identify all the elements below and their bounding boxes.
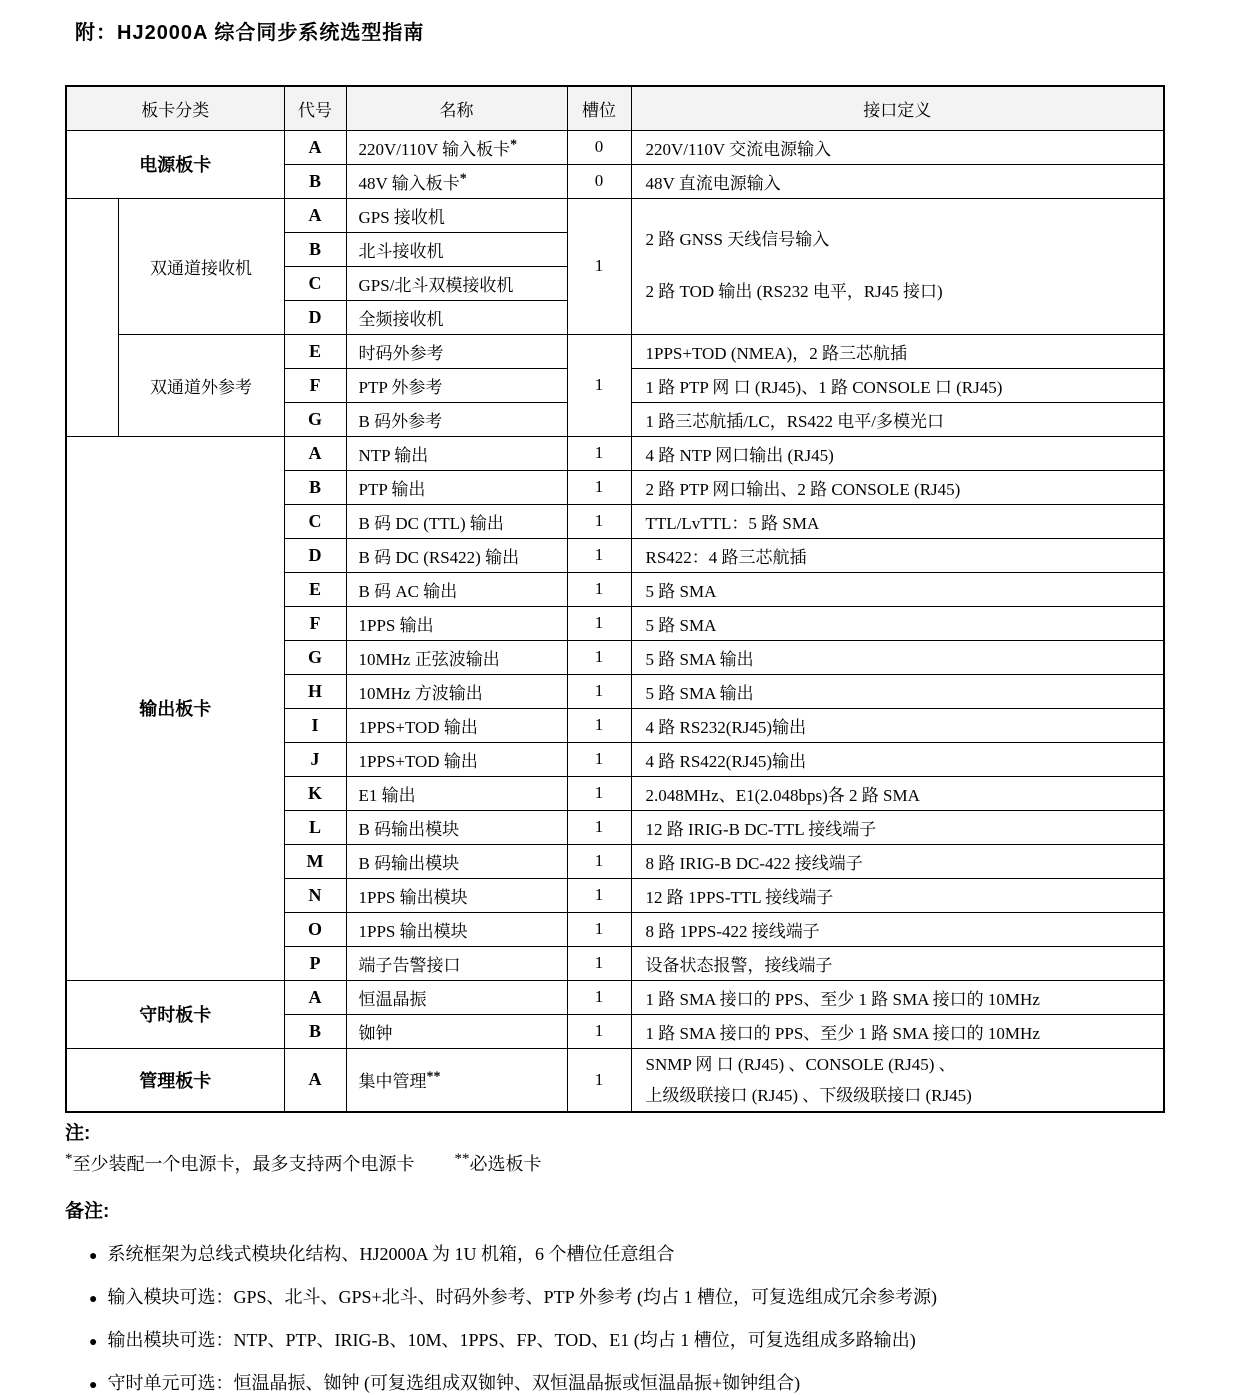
remark-label: 备注: — [65, 1201, 110, 1222]
slot-cell: 1 — [567, 436, 631, 470]
code-cell: K — [284, 776, 346, 810]
name-cell: B 码 DC (RS422) 输出 — [346, 538, 567, 572]
code-cell: E — [284, 334, 346, 368]
slot-cell: 1 — [567, 946, 631, 980]
code-cell: N — [284, 878, 346, 912]
slot-cell: 1 — [567, 572, 631, 606]
col-header-name: 名称 — [346, 86, 567, 130]
interface-cell: SNMP 网 口 (RJ45) 、CONSOLE (RJ45) 、 上级级联接口 (RJ45) 、下级级联接口 (RJ45) — [631, 1048, 1164, 1112]
bullet-icon: ● — [89, 1249, 98, 1264]
code-cell: B — [284, 164, 346, 198]
footnote-marker: * — [459, 170, 467, 186]
category-power: 电源板卡 — [66, 130, 284, 198]
interface-cell: 4 路 NTP 网口输出 (RJ45) — [631, 436, 1164, 470]
interface-cell: 2.048MHz、E1(2.048bps)各 2 路 SMA — [631, 776, 1164, 810]
remark-item — [65, 1369, 1185, 1395]
slot-cell: 0 — [567, 164, 631, 198]
table-row — [66, 980, 1164, 1014]
slot-cell: 1 — [567, 504, 631, 538]
slot-cell: 1 — [567, 674, 631, 708]
note-label: 注: — [65, 1123, 91, 1144]
name-cell: 全频接收机 — [346, 300, 567, 334]
name-cell: B 码外参考 — [346, 402, 567, 436]
code-cell: E — [284, 572, 346, 606]
code-cell: D — [284, 538, 346, 572]
code-cell: A — [284, 198, 346, 232]
slot-cell: 1 — [567, 1048, 631, 1112]
code-cell: O — [284, 912, 346, 946]
remark-item — [65, 1240, 1185, 1266]
category-management: 管理板卡 — [66, 1048, 284, 1112]
slot-cell: 1 — [567, 606, 631, 640]
category-timekeeping: 守时板卡 — [66, 980, 284, 1048]
name-cell: 北斗接收机 — [346, 232, 567, 266]
remark-text: 输入模块可选：GPS、北斗、GPS+北斗、时码外参考、PTP 外参考 (均占 1 槽位，可复选组成冗余参考源) — [107, 1287, 937, 1307]
code-cell: C — [284, 266, 346, 300]
code-cell: G — [284, 402, 346, 436]
name-cell: 1PPS+TOD 输出 — [346, 742, 567, 776]
name-cell: 铷钟 — [346, 1014, 567, 1048]
name-cell: 1PPS+TOD 输出 — [346, 708, 567, 742]
bullet-icon: ● — [89, 1335, 98, 1350]
code-cell: C — [284, 504, 346, 538]
slot-cell: 1 — [567, 334, 631, 436]
code-cell: B — [284, 1014, 346, 1048]
name-cell: 220V/110V 输入板卡* — [346, 130, 567, 164]
page-title: 附：HJ2000A 综合同步系统选型指南 — [75, 22, 425, 44]
col-header-category: 板卡分类 — [66, 86, 284, 130]
bullet-icon: ● — [89, 1378, 98, 1393]
code-cell: A — [284, 130, 346, 164]
header-row — [66, 86, 1164, 130]
code-cell: F — [284, 606, 346, 640]
footnote-marker-2: ** — [454, 1151, 470, 1167]
footnote-text-1: 至少装配一个电源卡，最多支持两个电源卡 — [72, 1154, 415, 1174]
name-cell: 48V 输入板卡* — [346, 164, 567, 198]
name-cell: 10MHz 正弦波输出 — [346, 640, 567, 674]
interface-cell: 220V/110V 交流电源输入 — [631, 130, 1164, 164]
code-cell: B — [284, 232, 346, 266]
notes-section — [65, 1118, 1185, 1395]
slot-cell: 1 — [567, 538, 631, 572]
slot-cell: 1 — [567, 776, 631, 810]
interface-cell: 1 路 PTP 网 口 (RJ45)、1 路 CONSOLE 口 (RJ45) — [631, 368, 1164, 402]
code-cell: A — [284, 1048, 346, 1112]
slot-cell: 1 — [567, 844, 631, 878]
interface-cell: 1 路三芯航插/LC，RS422 电平/多模光口 — [631, 402, 1164, 436]
interface-cell: 8 路 1PPS-422 接线端子 — [631, 912, 1164, 946]
interface-cell: 48V 直流电源输入 — [631, 164, 1164, 198]
slot-cell: 1 — [567, 912, 631, 946]
interface-cell: 4 路 RS422(RJ45)输出 — [631, 742, 1164, 776]
interface-cell: TTL/LvTTL：5 路 SMA — [631, 504, 1164, 538]
name-cell: B 码 DC (TTL) 输出 — [346, 504, 567, 538]
code-cell: J — [284, 742, 346, 776]
slot-cell: 1 — [567, 742, 631, 776]
name-cell: 10MHz 方波输出 — [346, 674, 567, 708]
bullet-icon: ● — [89, 1292, 98, 1307]
slot-cell: 0 — [567, 130, 631, 164]
name-cell: B 码输出模块 — [346, 810, 567, 844]
table-row — [66, 436, 1164, 470]
name-cell: 时码外参考 — [346, 334, 567, 368]
interface-cell: 5 路 SMA — [631, 606, 1164, 640]
interface-cell: 2 路 PTP 网口输出、2 路 CONSOLE (RJ45) — [631, 470, 1164, 504]
remark-item — [65, 1283, 1185, 1309]
name-cell: 集中管理** — [346, 1048, 567, 1112]
code-cell: L — [284, 810, 346, 844]
interface-cell: 2 路 GNSS 天线信号输入 2 路 TOD 输出 (RS232 电平，RJ45 接口) — [631, 198, 1164, 334]
slot-cell: 1 — [567, 708, 631, 742]
name-cell: B 码输出模块 — [346, 844, 567, 878]
name-cell: 端子告警接口 — [346, 946, 567, 980]
name-cell: GPS 接收机 — [346, 198, 567, 232]
interface-cell: 1 路 SMA 接口的 PPS、至少 1 路 SMA 接口的 10MHz — [631, 980, 1164, 1014]
col-header-interface: 接口定义 — [631, 86, 1164, 130]
footnote-line — [65, 1150, 1185, 1176]
table-row — [66, 1048, 1164, 1112]
interface-cell: RS422：4 路三芯航插 — [631, 538, 1164, 572]
name-cell: 1PPS 输出模块 — [346, 912, 567, 946]
table-row — [66, 130, 1164, 164]
interface-cell: 12 路 1PPS-TTL 接线端子 — [631, 878, 1164, 912]
name-cell: NTP 输出 — [346, 436, 567, 470]
interface-cell: 5 路 SMA 输出 — [631, 640, 1164, 674]
col-header-code: 代号 — [284, 86, 346, 130]
remark-item — [65, 1326, 1185, 1352]
interface-cell: 5 路 SMA — [631, 572, 1164, 606]
code-cell: M — [284, 844, 346, 878]
interface-cell: 1PPS+TOD (NMEA)，2 路三芯航插 — [631, 334, 1164, 368]
name-cell: PTP 外参考 — [346, 368, 567, 402]
code-cell: P — [284, 946, 346, 980]
name-cell: 1PPS 输出 — [346, 606, 567, 640]
category-receiver: 双通道接收机 — [118, 198, 284, 334]
name-cell: 恒温晶振 — [346, 980, 567, 1014]
code-cell: F — [284, 368, 346, 402]
slot-cell: 1 — [567, 980, 631, 1014]
table-row — [66, 198, 1164, 232]
code-cell: A — [284, 980, 346, 1014]
table-row — [66, 334, 1164, 368]
interface-cell: 5 路 SMA 输出 — [631, 674, 1164, 708]
interface-cell: 4 路 RS232(RJ45)输出 — [631, 708, 1164, 742]
footnote-text-2: 必选板卡 — [469, 1154, 542, 1174]
remark-text: 输出模块可选：NTP、PTP、IRIG-B、10M、1PPS、FP、TOD、E1 (均占 1 槽位，可复选组成多路输出) — [107, 1330, 916, 1350]
name-cell: 1PPS 输出模块 — [346, 878, 567, 912]
interface-cell: 设备状态报警，接线端子 — [631, 946, 1164, 980]
code-cell: G — [284, 640, 346, 674]
interface-cell: 8 路 IRIG-B DC-422 接线端子 — [631, 844, 1164, 878]
remark-text: 守时单元可选：恒温晶振、铷钟 (可复选组成双铷钟、双恒温晶振或恒温晶振+铷钟组合) — [107, 1373, 801, 1393]
category-output: 输出板卡 — [66, 436, 284, 980]
category-ext-ref: 双通道外参考 — [118, 334, 284, 436]
footnote-marker: * — [510, 136, 518, 152]
code-cell: I — [284, 708, 346, 742]
slot-cell: 1 — [567, 810, 631, 844]
name-cell: PTP 输出 — [346, 470, 567, 504]
input-category-spacer — [66, 198, 118, 436]
interface-cell: 1 路 SMA 接口的 PPS、至少 1 路 SMA 接口的 10MHz — [631, 1014, 1164, 1048]
interface-cell: 12 路 IRIG-B DC-TTL 接线端子 — [631, 810, 1164, 844]
slot-cell: 1 — [567, 640, 631, 674]
name-cell: E1 输出 — [346, 776, 567, 810]
code-cell: H — [284, 674, 346, 708]
code-cell: D — [284, 300, 346, 334]
slot-cell: 1 — [567, 1014, 631, 1048]
slot-cell: 1 — [567, 198, 631, 334]
footnote-marker: ** — [426, 1069, 441, 1085]
code-cell: B — [284, 470, 346, 504]
selection-guide-table — [65, 85, 1165, 1113]
code-cell: A — [284, 436, 346, 470]
slot-cell: 1 — [567, 470, 631, 504]
name-cell: B 码 AC 输出 — [346, 572, 567, 606]
footnote-marker-1: * — [65, 1151, 73, 1167]
name-cell: GPS/北斗双模接收机 — [346, 266, 567, 300]
col-header-slot: 槽位 — [567, 86, 631, 130]
remark-text: 系统框架为总线式模块化结构、HJ2000A 为 1U 机箱，6 个槽位任意组合 — [107, 1244, 675, 1264]
slot-cell: 1 — [567, 878, 631, 912]
